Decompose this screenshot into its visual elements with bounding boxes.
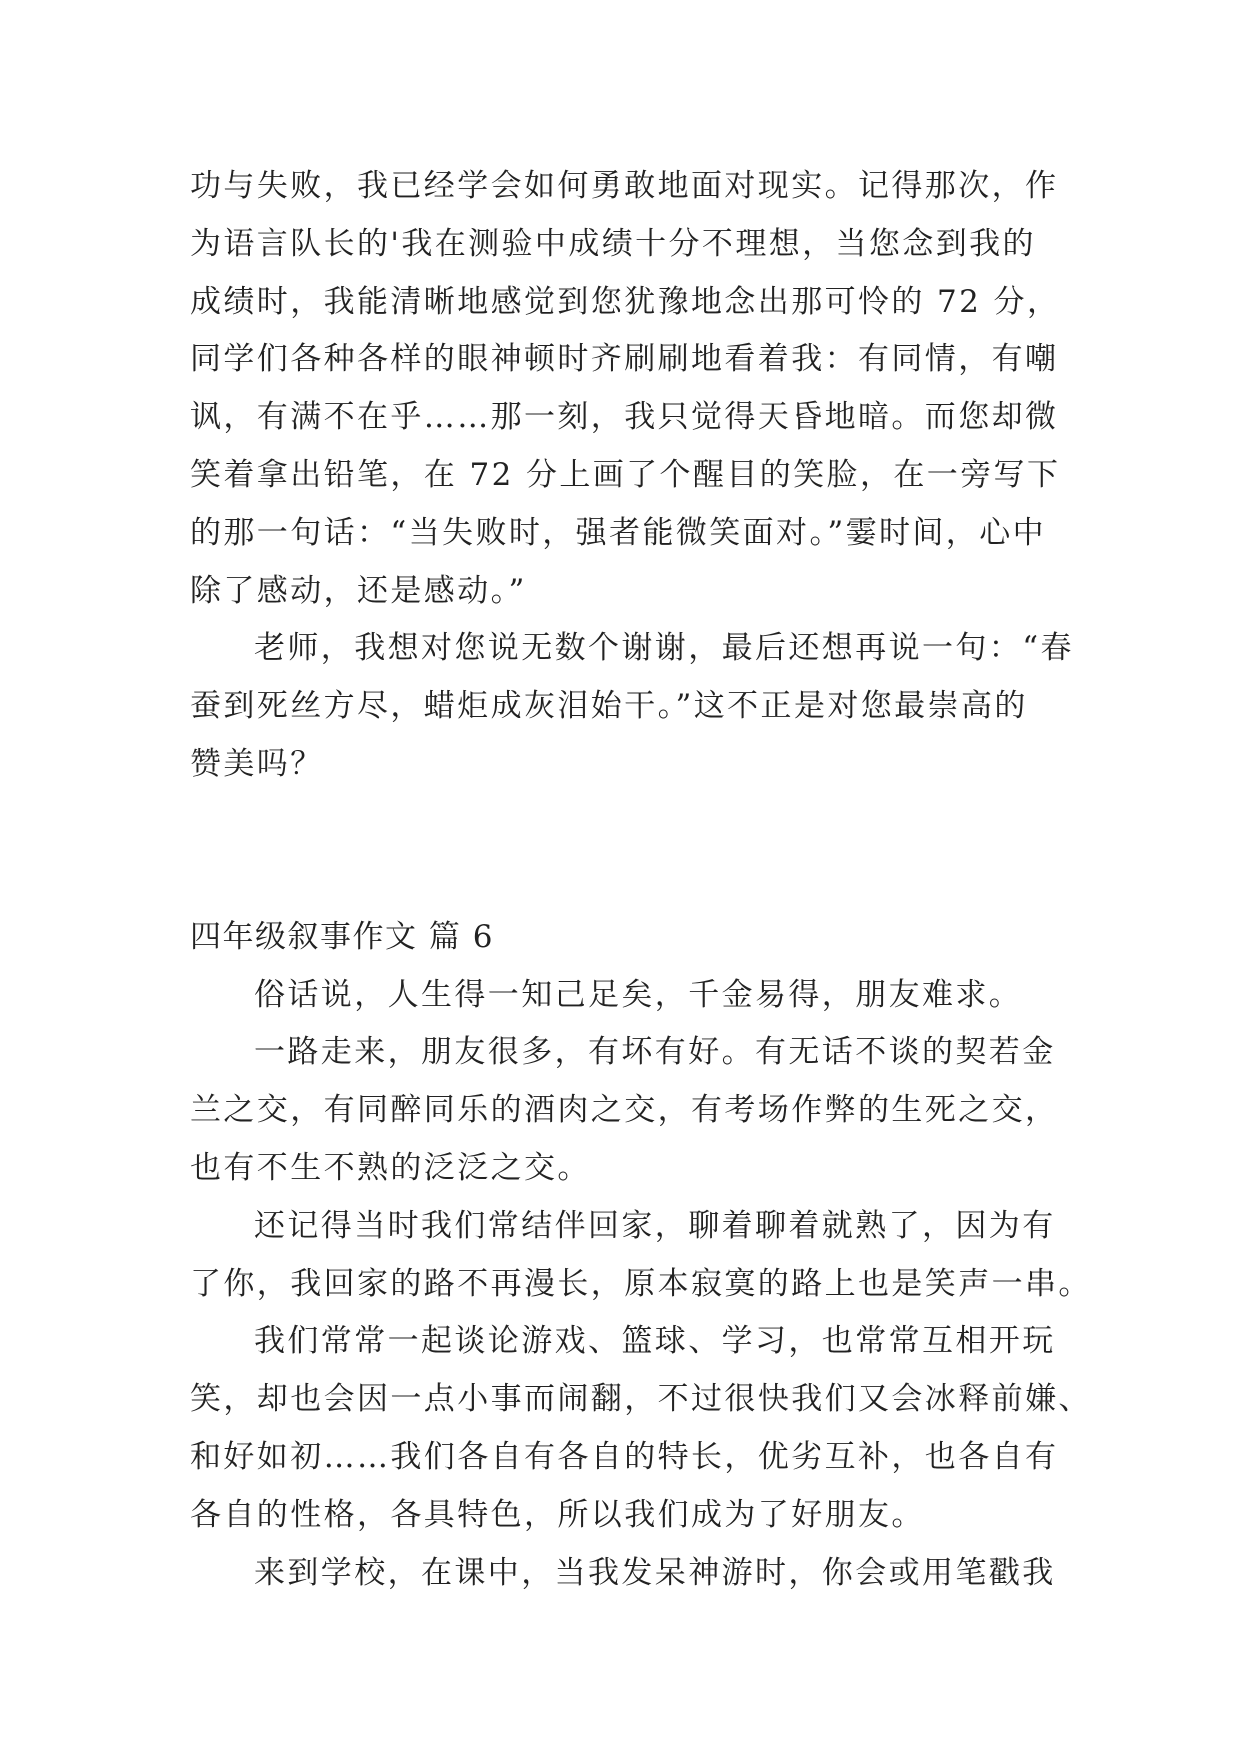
text-line: 兰之交，有同醉同乐的酒肉之交，有考场作弊的生死之交， <box>190 1092 1059 1129</box>
text-line: 的那一句话：“当失败时，强者能微笑面对。”霎时间，心中 <box>190 514 1046 551</box>
text-line: 笑，却也会因一点小事而闹翻，不过很快我们又会冰释前嫌、 <box>190 1381 1092 1418</box>
text-line: 笑着拿出铅笔，在 72 分上画了个醒目的笑脸，在一旁写下 <box>190 456 1061 493</box>
text-line: 老师，我想对您说无数个谢谢，最后还想再说一句：“春 <box>254 630 1074 667</box>
text-line: 赞美吗？ <box>190 745 324 782</box>
text-line: 也有不生不熟的泛泛之交。 <box>190 1149 591 1186</box>
text-line: 同学们各种各样的眼神顿时齐刷刷地看着我：有同情，有嘲 <box>190 341 1059 378</box>
text-line: 功与失败，我已经学会如何勇敢地面对现实。记得那次，作 <box>190 168 1059 204</box>
essay-paragraph-5 <box>190 1545 1060 1603</box>
text-line: 和好如初……我们各自有各自的特长，优劣互补，也各自有 <box>190 1438 1059 1475</box>
text-line: 俗话说，人生得一知己足矣，千金易得，朋友难求。 <box>254 976 1023 1013</box>
text-line: 还记得当时我们常结伴回家，聊着聊着就熟了，因为有 <box>254 1207 1056 1244</box>
text-line: 来到学校，在课中，当我发呆神游时，你会或用笔戳我 <box>254 1554 1056 1591</box>
text-line: 我们常常一起谈论游戏、篮球、学习，也常常互相开玩 <box>254 1323 1056 1360</box>
essay-paragraph-2 <box>190 1024 1060 1197</box>
text-line: 蚕到死丝方尽，蜡炬成灰泪始干。”这不正是对您最崇高的 <box>190 688 1028 725</box>
essay-paragraph-4 <box>190 1313 1092 1544</box>
text-line: 为语言队长的'我在测验中成绩十分不理想，当您念到我的 <box>190 225 1036 262</box>
paragraph-continued <box>190 158 1060 620</box>
text-line: 一路走来，朋友很多，有坏有好。有无话不谈的契若金 <box>254 1034 1056 1071</box>
essay-paragraph-3 <box>190 1198 1092 1314</box>
paragraph-thanks <box>190 620 1074 793</box>
document-body <box>190 158 1092 1602</box>
text-line: 成绩时，我能清晰地感觉到您犹豫地念出那可怜的 72 分， <box>190 283 1061 320</box>
text-line: 各自的性格，各具特色，所以我们成为了好朋友。 <box>190 1496 925 1533</box>
text-line: 了你，我回家的路不再漫长，原本寂寞的路上也是笑声一串。 <box>190 1265 1092 1302</box>
text-line: 除了感动，还是感动。” <box>190 572 527 609</box>
section-heading: 四年级叙事作文 篇 6 <box>190 918 494 955</box>
section-gap <box>190 794 1060 909</box>
essay-paragraph-1 <box>190 967 1060 1025</box>
text-line: 讽，有满不在乎……那一刻，我只觉得天昏地暗。而您却微 <box>190 399 1059 436</box>
